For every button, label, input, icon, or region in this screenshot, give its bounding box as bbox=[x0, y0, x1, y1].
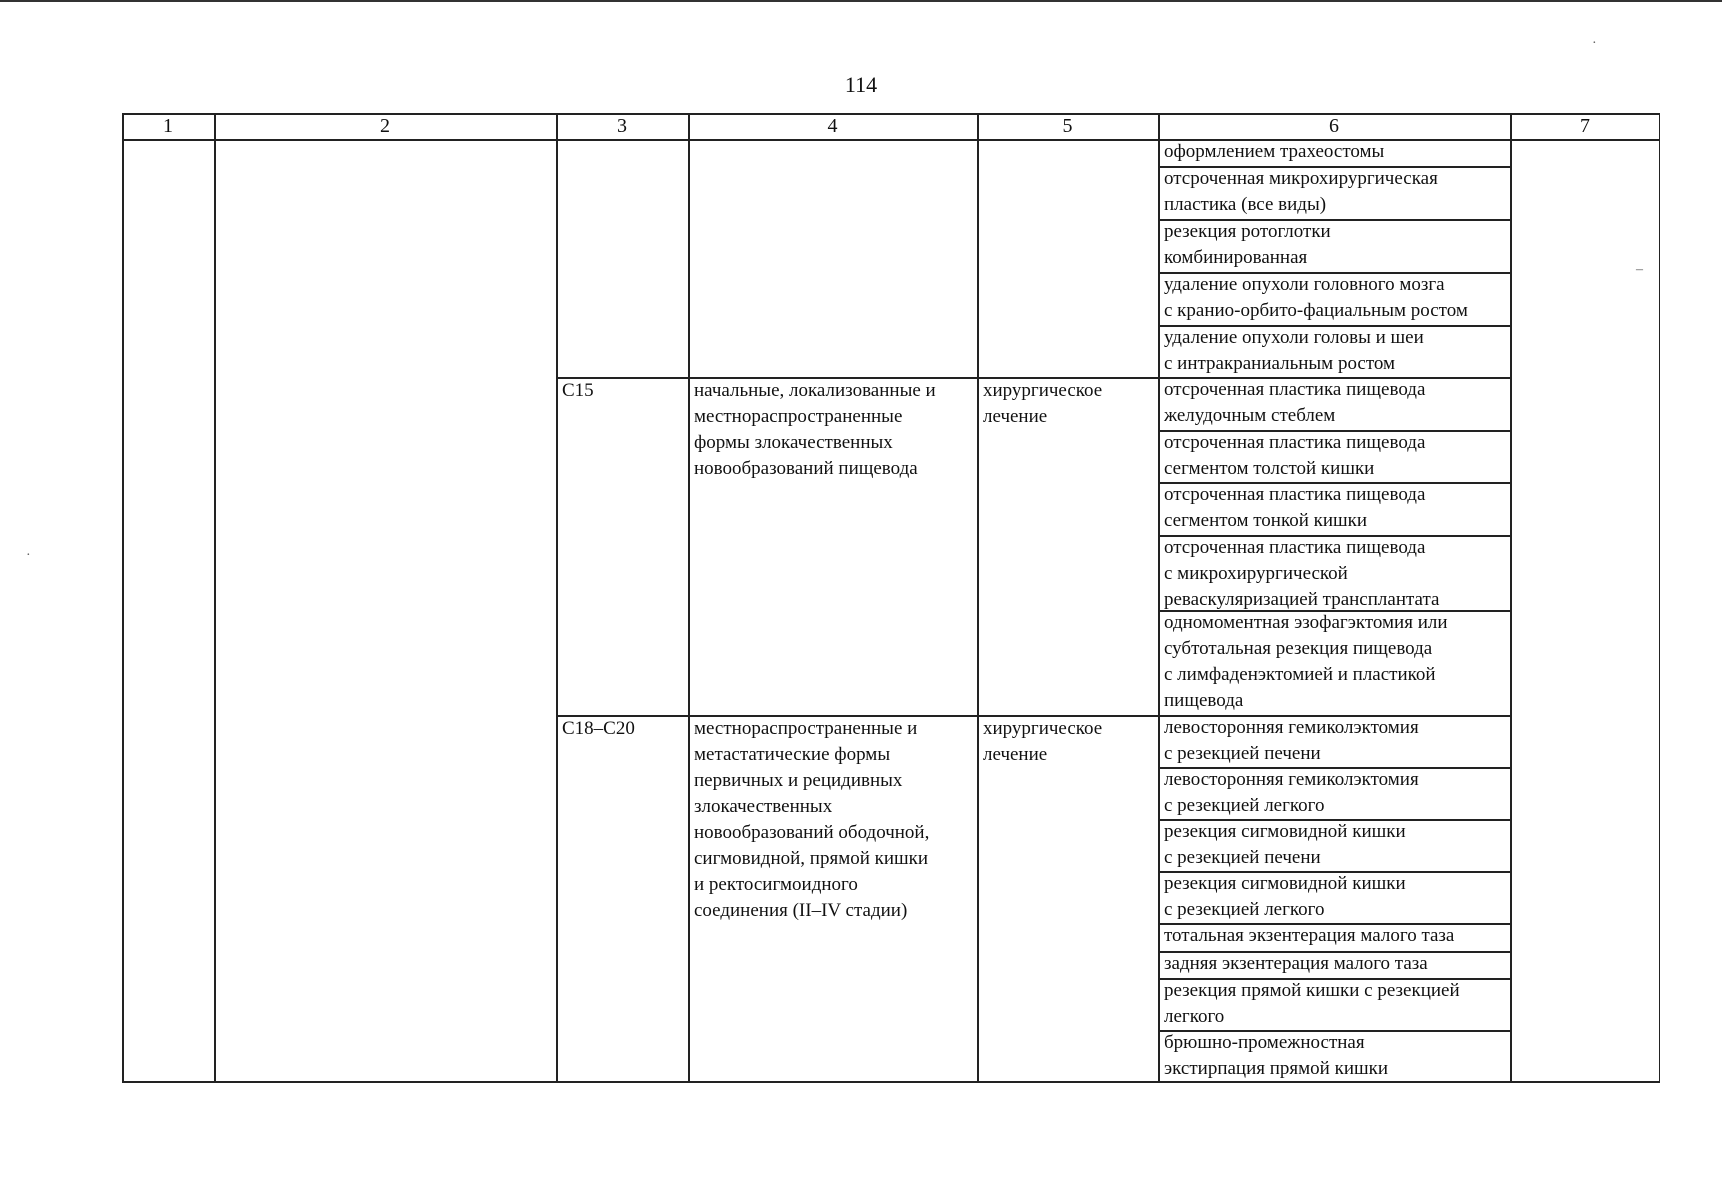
condition-text: злокачественных bbox=[694, 796, 833, 817]
diagnosis-code: C15 bbox=[562, 380, 594, 401]
scan-speck: · bbox=[1592, 36, 1597, 51]
treatment-method: левосторонняя гемиколэктомия bbox=[1164, 717, 1419, 738]
scan-top-edge bbox=[0, 0, 1722, 2]
condition-text: местнораспространенные bbox=[694, 406, 903, 427]
treatment-method: отсроченная пластика пищевода bbox=[1164, 537, 1426, 558]
scan-speck: · bbox=[26, 548, 31, 563]
treatment-method: отсроченная пластика пищевода bbox=[1164, 379, 1426, 400]
column-divider bbox=[214, 113, 216, 1081]
column-divider bbox=[556, 113, 558, 1081]
diagnosis-code: C18–C20 bbox=[562, 718, 635, 739]
treatment-method: сегментом толстой кишки bbox=[1164, 458, 1375, 479]
treatment-method: с резекцией печени bbox=[1164, 847, 1321, 868]
treatment-method: удаление опухоли головы и шеи bbox=[1164, 327, 1424, 348]
condition-text: новообразований пищевода bbox=[694, 458, 918, 479]
table-border-bottom bbox=[122, 1081, 1660, 1083]
treatment-type: хирургическое bbox=[983, 380, 1103, 401]
treatment-method: резекция прямой кишки с резекцией bbox=[1164, 980, 1460, 1001]
condition-text: метастатические формы bbox=[694, 744, 891, 765]
condition-text: формы злокачественных bbox=[694, 432, 893, 453]
treatment-method: удаление опухоли головного мозга bbox=[1164, 274, 1445, 295]
treatment-method: оформлением трахеостомы bbox=[1164, 141, 1385, 162]
treatment-method: резекция ротоглотки bbox=[1164, 221, 1331, 242]
treatment-method: пластика (все виды) bbox=[1164, 194, 1327, 215]
treatment-method: с резекцией легкого bbox=[1164, 795, 1325, 816]
treatment-method: резекция сигмовидной кишки bbox=[1164, 821, 1406, 842]
treatment-method: отсроченная пластика пищевода bbox=[1164, 432, 1426, 453]
treatment-method: тотальная экзентерация малого таза bbox=[1164, 925, 1455, 946]
treatment-method: с кранио-орбито-фациальным ростом bbox=[1164, 300, 1468, 321]
treatment-method: с микрохирургической bbox=[1164, 563, 1348, 584]
treatment-method: задняя экзентерация малого таза bbox=[1164, 953, 1428, 974]
treatment-method: с резекцией легкого bbox=[1164, 899, 1325, 920]
column-divider bbox=[1659, 113, 1661, 1081]
treatment-type: хирургическое bbox=[983, 718, 1103, 739]
treatment-method: с резекцией печени bbox=[1164, 743, 1321, 764]
column-header-6: 6 bbox=[1329, 115, 1339, 137]
page-number: 114 bbox=[844, 72, 878, 97]
treatment-method: резекция сигмовидной кишки bbox=[1164, 873, 1406, 894]
treatment-method: желудочным стеблем bbox=[1164, 405, 1336, 426]
treatment-method: брюшно-промежностная bbox=[1164, 1032, 1365, 1053]
treatment-method: легкого bbox=[1164, 1006, 1225, 1027]
column-divider bbox=[688, 113, 690, 1081]
condition-text: сигмовидной, прямой кишки bbox=[694, 848, 929, 869]
treatment-method: экстирпация прямой кишки bbox=[1164, 1058, 1389, 1079]
column-divider bbox=[977, 113, 979, 1081]
column-header-1: 1 bbox=[163, 115, 173, 137]
treatment-method: левосторонняя гемиколэктомия bbox=[1164, 769, 1419, 790]
column-header-7: 7 bbox=[1580, 115, 1590, 137]
treatment-method: комбинированная bbox=[1164, 247, 1308, 268]
treatment-method: пищевода bbox=[1164, 690, 1244, 711]
condition-text: соединения (II–IV стадии) bbox=[694, 900, 908, 921]
column-divider bbox=[122, 113, 124, 1081]
treatment-method: отсроченная микрохирургическая bbox=[1164, 168, 1438, 189]
treatment-method: с интракраниальным ростом bbox=[1164, 353, 1396, 374]
column-divider bbox=[1510, 113, 1512, 1081]
treatment-method: одномоментная эзофагэктомия или bbox=[1164, 612, 1448, 633]
header-bottom-line bbox=[122, 139, 1660, 141]
column-divider bbox=[1158, 113, 1160, 1081]
column-header-4: 4 bbox=[827, 115, 838, 137]
condition-text: начальные, локализованные и bbox=[694, 380, 936, 401]
treatment-type: лечение bbox=[983, 744, 1048, 765]
treatment-method: с лимфаденэктомией и пластикой bbox=[1164, 664, 1436, 685]
column-header-5: 5 bbox=[1062, 115, 1073, 137]
treatment-method: реваскуляризацией трансплантата bbox=[1164, 589, 1440, 610]
treatment-type: лечение bbox=[983, 406, 1048, 427]
condition-text: новообразований ободочной, bbox=[694, 822, 930, 843]
scan-speck: – bbox=[1636, 262, 1643, 277]
condition-text: местнораспространенные и bbox=[694, 718, 918, 739]
treatment-method: отсроченная пластика пищевода bbox=[1164, 484, 1426, 505]
condition-text: первичных и рецидивных bbox=[694, 770, 903, 791]
treatment-method: сегментом тонкой кишки bbox=[1164, 510, 1368, 531]
condition-text: и ректосигмоидного bbox=[694, 874, 858, 895]
column-header-2: 2 bbox=[380, 115, 390, 137]
treatment-method: субтотальная резекция пищевода bbox=[1164, 638, 1433, 659]
column-header-3: 3 bbox=[617, 115, 627, 137]
procedures-table bbox=[122, 113, 1660, 1081]
